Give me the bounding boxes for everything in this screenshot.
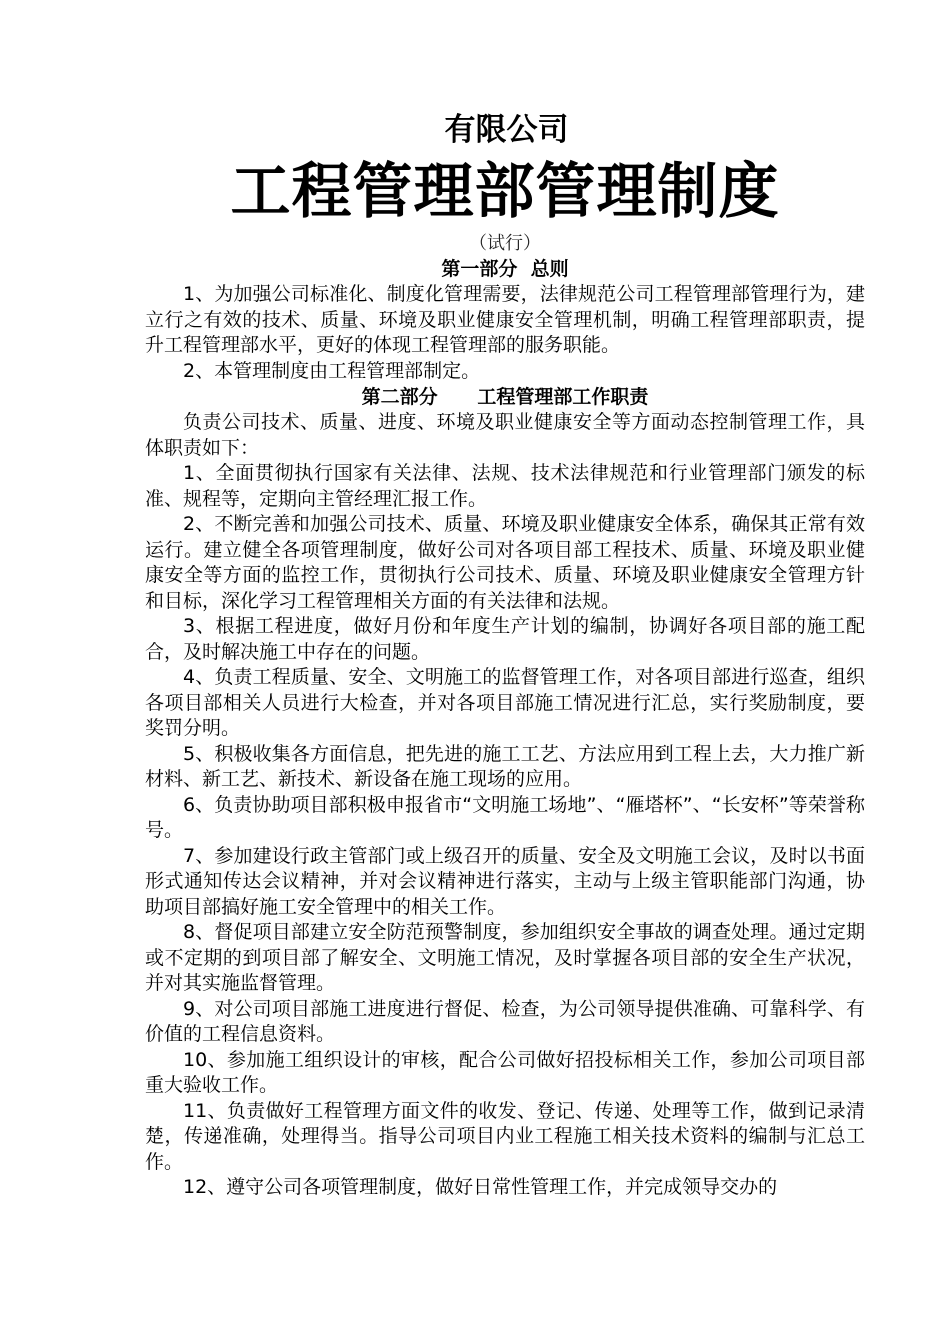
paragraph: 5、积极收集各方面信息，把先进的施工工艺、方法应用到工程上去，大力推广新材料、新工艺、新技术、新设备在施工现场的应用。 (145, 742, 865, 790)
paragraph: 4、负责工程质量、安全、文明施工的监督管理工作，对各项目部进行巡查，组织各项目部相关人员进行大检查，并对各项目部施工情况进行汇总，实行奖励制度，要奖罚分明。 (145, 666, 865, 739)
paragraph: 6、负责协助项目部积极申报省市“文明施工场地”、“雁塔杯”、“长安杯”等荣誉称号。 (145, 793, 865, 841)
paragraph: 8、督促项目部建立安全防范预警制度，参加组织安全事故的调查处理。通过定期或不定期的到项目部了解安全、文明施工情况，及时掌握各项目部的安全生产状况，并对其实施监督管理。 (145, 921, 865, 994)
section-heading-duties: 第二部分 工程管理部工作职责 (361, 386, 649, 408)
paragraph: 负责公司技术、质量、进度、环境及职业健康安全等方面动态控制管理工作，具体职责如下： (145, 411, 865, 459)
paragraph: 12、遵守公司各项管理制度，做好日常性管理工作，并完成领导交办的 (183, 1176, 778, 1198)
paragraph: 3、根据工程进度，做好月份和年度生产计划的编制，协调好各项目部的施工配合，及时解决施工中存在的问题。 (145, 615, 865, 663)
paragraph: 11、负责做好工程管理方面文件的收发、登记、传递、处理等工作，做到记录清楚，传递准确，处理得当。指导公司项目内业工程施工相关技术资料的编制与汇总工作。 (145, 1099, 865, 1173)
paragraph: 10、参加施工组织设计的审核，配合公司做好招投标相关工作，参加公司项目部重大验收工作。 (145, 1048, 865, 1096)
paragraph: 2、不断完善和加强公司技术、质量、环境及职业健康安全体系，确保其正常有效运行。建立健全各项管理制度，做好公司对各项目部工程技术、质量、环境及职业健康安全等方面的监控工作，贯彻执行公司技术、质量、环境及职业健康安全管理方针和目标，深化学习工程管理相关方面的有关法律和法规。 (145, 513, 865, 612)
section-heading-general: 第一部分 总则 (441, 258, 569, 280)
document-title: 工程管理部管理制度 (230, 157, 780, 227)
trial-note: （试行） (469, 233, 541, 254)
document-page (145, 108, 865, 1201)
company-name: 有限公司 (444, 112, 569, 148)
paragraph: 2、本管理制度由工程管理部制定。 (183, 359, 481, 382)
paragraph: 1、为加强公司标准化、制度化管理需要，法律规范公司工程管理部管理行为，建立行之有效的技术、质量、环境及职业健康安全管理机制，明确工程管理部职责，提升工程管理部水平，更好的体现工程管理部的服务职能。 (145, 283, 865, 356)
paragraph: 1、全面贯彻执行国家有关法律、法规、技术法律规范和行业管理部门颁发的标准、规程等，定期向主管经理汇报工作。 (145, 462, 865, 510)
paragraph: 7、参加建设行政主管部门或上级召开的质量、安全及文明施工会议，及时以书面形式通知传达会议精神，并对会议精神进行落实，主动与上级主管职能部门沟通，协助项目部搞好施工安全管理中的相关工作。 (145, 844, 865, 918)
paragraph: 9、对公司项目部施工进度进行督促、检查，为公司领导提供准确、可靠科学、有价值的工程信息资料。 (145, 997, 865, 1045)
